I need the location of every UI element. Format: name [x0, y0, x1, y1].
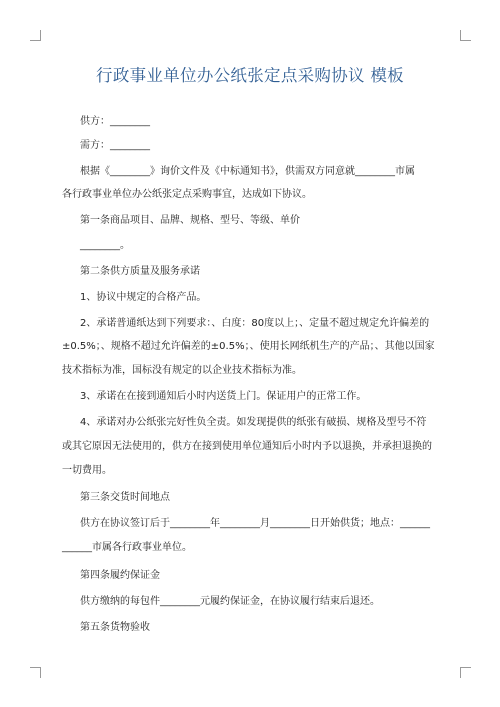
paragraph-line: 3、承诺在在接到通知后小时内送货上门。保证用户的正常工作。 — [80, 391, 367, 402]
paragraph-line: 根据《________》询价文件及《中标通知书》，供需双方同意就________市属 — [80, 166, 415, 177]
buyer-line: 需方：________ — [80, 140, 150, 151]
supplier-line: 供方：________ — [80, 116, 150, 127]
paragraph-line: ________。 — [80, 240, 130, 251]
paragraph-line: 或其它原因无法使用的，供方在接到使用单位通知后小时内予以退换，并承担退换的 — [62, 441, 432, 452]
section-heading: 第二条供方质量及服务承诺 — [80, 266, 200, 277]
corner-mark-top-right — [460, 30, 471, 41]
section-heading: 第一条商品项目、品牌、规格、型号、等级、单价 — [80, 215, 300, 226]
paragraph-line: ±0.5%；、规格不超过允许偏差的±0.5%；、使用长网纸机生产的产品；、其他以国家 — [62, 341, 435, 352]
document-title: 行政事业单位办公纸张定点采购协议 模板 — [96, 66, 404, 85]
corner-mark-bottom-right — [460, 667, 471, 678]
paragraph-line: 一切费用。 — [62, 465, 112, 476]
corner-mark-top-left — [30, 30, 41, 41]
paragraph-line: 4、承诺对办公纸张完好性负全责。如发现提供的纸张有破损、规格及型号不符 — [80, 417, 427, 428]
paragraph-line: ______市属各行政事业单位。 — [62, 542, 192, 553]
paragraph-line: 供方缴纳的每包件________元履约保证金，在协议履行结束后退还。 — [80, 596, 380, 607]
section-heading: 第五条货物验收 — [80, 622, 150, 633]
section-heading: 第三条交货时间地点 — [80, 492, 170, 503]
paragraph-line: 各行政事业单位办公纸张定点采购事宜，达成如下协议。 — [62, 189, 312, 200]
paragraph-line: 2、承诺普通纸达到下列要求：、白度：80度以上；、定量不超过规定允许偏差的 — [80, 318, 430, 329]
corner-mark-bottom-left — [30, 667, 41, 678]
section-heading: 第四条履约保证金 — [80, 570, 160, 581]
paragraph-line: 技术指标为准，国标没有规定的以企业技术指标为准。 — [62, 365, 302, 376]
paragraph-line: 供方在协议签订后于________年________月________日开始供货；地点：______ — [80, 518, 430, 529]
paragraph-line: 1、协议中规定的合格产品。 — [80, 292, 207, 303]
